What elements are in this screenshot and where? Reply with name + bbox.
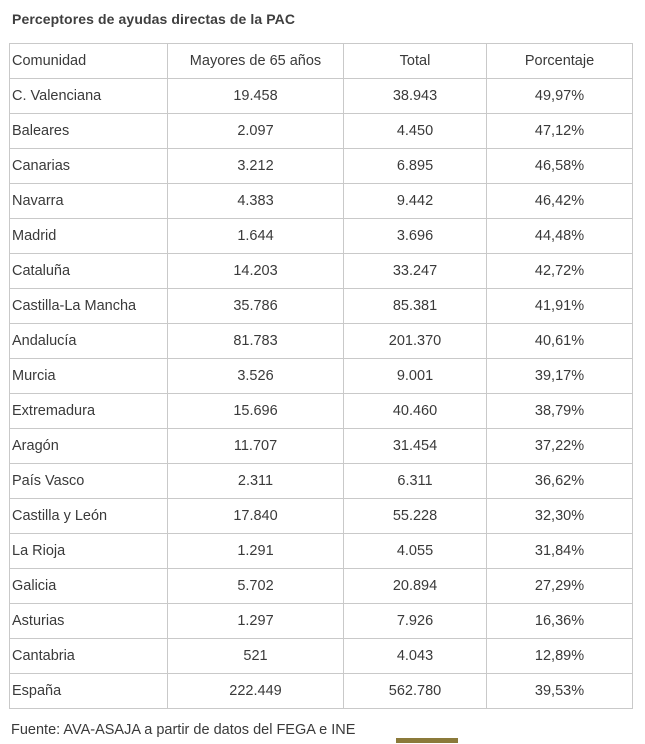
cell-total: 9.442 — [344, 184, 487, 219]
cell-mayores-65: 2.097 — [168, 114, 344, 149]
table-row — [10, 219, 633, 254]
cell-porcentaje: 27,29% — [487, 569, 633, 604]
cell-porcentaje: 39,17% — [487, 359, 633, 394]
column-header-mayores-65: Mayores de 65 años — [168, 44, 344, 79]
cell-total: 4.055 — [344, 534, 487, 569]
cell-porcentaje: 31,84% — [487, 534, 633, 569]
cell-comunidad: País Vasco — [10, 464, 168, 499]
cell-comunidad: Canarias — [10, 149, 168, 184]
column-header-total: Total — [344, 44, 487, 79]
cell-total: 20.894 — [344, 569, 487, 604]
cell-comunidad: Aragón — [10, 429, 168, 464]
cell-total: 55.228 — [344, 499, 487, 534]
cell-mayores-65: 11.707 — [168, 429, 344, 464]
table-row — [10, 289, 633, 324]
table-row — [10, 639, 633, 674]
cell-mayores-65: 15.696 — [168, 394, 344, 429]
table-row — [10, 394, 633, 429]
cell-porcentaje: 16,36% — [487, 604, 633, 639]
cell-porcentaje: 49,97% — [487, 79, 633, 114]
cell-comunidad: Asturias — [10, 604, 168, 639]
cell-mayores-65: 1.297 — [168, 604, 344, 639]
table-title: Perceptores de ayudas directas de la PAC — [12, 11, 296, 27]
cell-comunidad: Galicia — [10, 569, 168, 604]
cell-mayores-65: 35.786 — [168, 289, 344, 324]
cell-porcentaje: 42,72% — [487, 254, 633, 289]
table-row — [10, 464, 633, 499]
cell-mayores-65: 1.291 — [168, 534, 344, 569]
cell-total: 562.780 — [344, 674, 487, 709]
cell-mayores-65: 81.783 — [168, 324, 344, 359]
cell-comunidad: Andalucía — [10, 324, 168, 359]
cell-total: 33.247 — [344, 254, 487, 289]
table-row — [10, 499, 633, 534]
cell-porcentaje: 40,61% — [487, 324, 633, 359]
cell-mayores-65: 19.458 — [168, 79, 344, 114]
cell-porcentaje: 47,12% — [487, 114, 633, 149]
cell-comunidad: Cantabria — [10, 639, 168, 674]
table-body — [10, 79, 633, 709]
cell-total: 4.043 — [344, 639, 487, 674]
cell-total: 9.001 — [344, 359, 487, 394]
cell-total: 6.311 — [344, 464, 487, 499]
cell-comunidad: Cataluña — [10, 254, 168, 289]
column-header-porcentaje: Porcentaje — [487, 44, 633, 79]
cell-total: 201.370 — [344, 324, 487, 359]
cell-comunidad: Navarra — [10, 184, 168, 219]
cell-comunidad: Madrid — [10, 219, 168, 254]
cell-mayores-65: 5.702 — [168, 569, 344, 604]
cell-comunidad: Castilla y León — [10, 499, 168, 534]
cell-total: 31.454 — [344, 429, 487, 464]
cell-mayores-65: 17.840 — [168, 499, 344, 534]
cell-mayores-65: 4.383 — [168, 184, 344, 219]
cell-mayores-65: 1.644 — [168, 219, 344, 254]
cell-comunidad: C. Valenciana — [10, 79, 168, 114]
table-row — [10, 569, 633, 604]
cell-porcentaje: 38,79% — [487, 394, 633, 429]
cell-total: 40.460 — [344, 394, 487, 429]
cell-porcentaje: 46,42% — [487, 184, 633, 219]
table-header-row — [10, 44, 633, 79]
cell-porcentaje: 36,62% — [487, 464, 633, 499]
accent-bar — [396, 738, 458, 743]
cell-mayores-65: 3.526 — [168, 359, 344, 394]
cell-porcentaje: 44,48% — [487, 219, 633, 254]
cell-comunidad: Murcia — [10, 359, 168, 394]
table-row — [10, 359, 633, 394]
column-header-comunidad: Comunidad — [10, 44, 168, 79]
cell-comunidad: España — [10, 674, 168, 709]
cell-mayores-65: 521 — [168, 639, 344, 674]
cell-mayores-65: 222.449 — [168, 674, 344, 709]
table-row — [10, 149, 633, 184]
cell-mayores-65: 2.311 — [168, 464, 344, 499]
table-row — [10, 534, 633, 569]
cell-comunidad: Castilla-La Mancha — [10, 289, 168, 324]
cell-total: 4.450 — [344, 114, 487, 149]
cell-mayores-65: 14.203 — [168, 254, 344, 289]
source-note: Fuente: AVA-ASAJA a partir de datos del FEGA e INE — [11, 722, 356, 738]
cell-total: 85.381 — [344, 289, 487, 324]
cell-comunidad: Extremadura — [10, 394, 168, 429]
cell-porcentaje: 41,91% — [487, 289, 633, 324]
table-row — [10, 254, 633, 289]
table-row — [10, 324, 633, 359]
table-row — [10, 674, 633, 709]
table-row — [10, 114, 633, 149]
cell-total: 6.895 — [344, 149, 487, 184]
cell-total: 7.926 — [344, 604, 487, 639]
cell-comunidad: Baleares — [10, 114, 168, 149]
table-row — [10, 429, 633, 464]
table-row — [10, 184, 633, 219]
cell-porcentaje: 39,53% — [487, 674, 633, 709]
cell-total: 3.696 — [344, 219, 487, 254]
cell-porcentaje: 12,89% — [487, 639, 633, 674]
cell-porcentaje: 32,30% — [487, 499, 633, 534]
table-row — [10, 604, 633, 639]
cell-porcentaje: 46,58% — [487, 149, 633, 184]
table-row — [10, 79, 633, 114]
data-table — [9, 43, 633, 709]
cell-total: 38.943 — [344, 79, 487, 114]
cell-mayores-65: 3.212 — [168, 149, 344, 184]
cell-comunidad: La Rioja — [10, 534, 168, 569]
cell-porcentaje: 37,22% — [487, 429, 633, 464]
